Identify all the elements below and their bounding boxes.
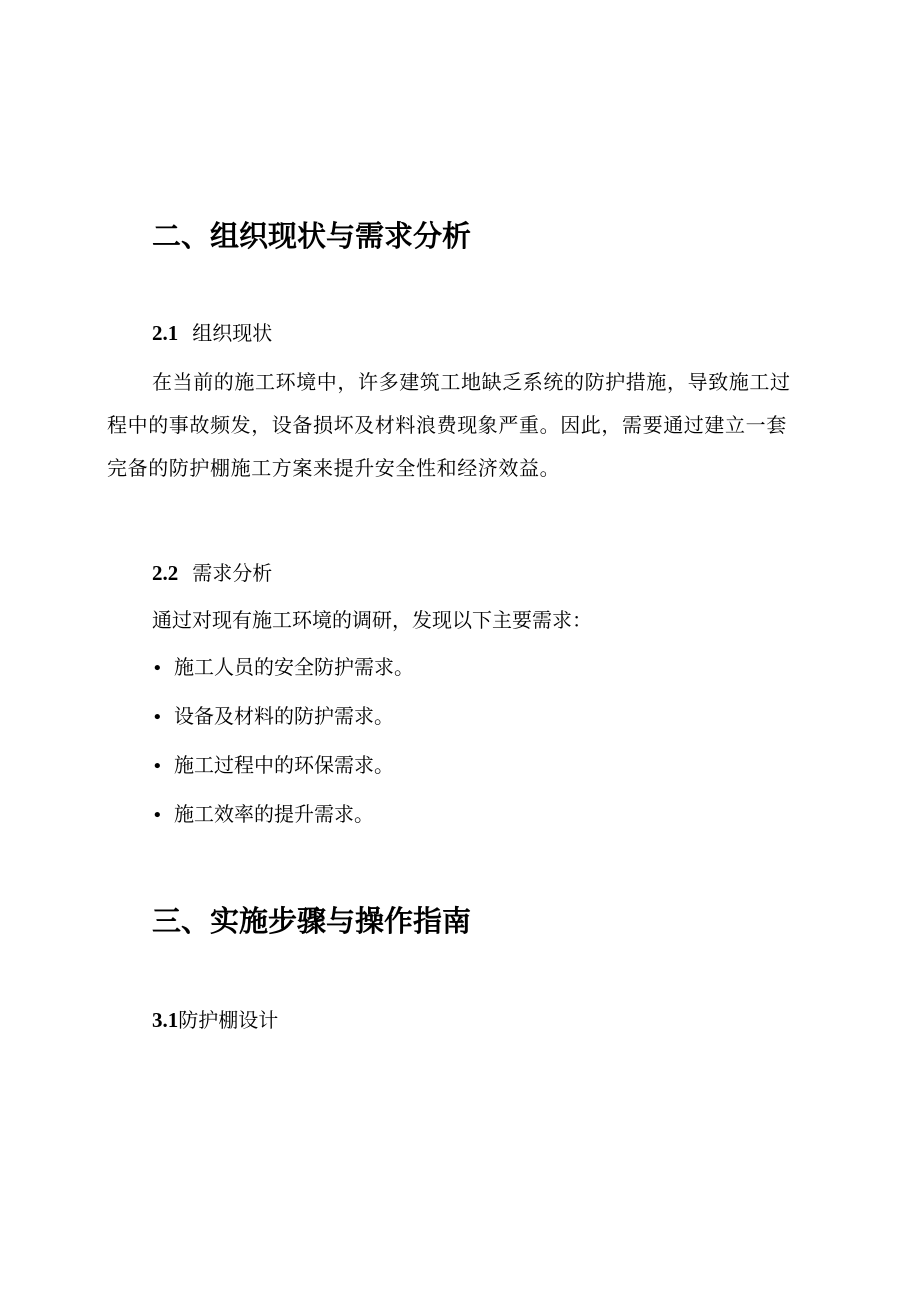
bullet-icon: • [152,805,163,826]
list-item-text: 施工人员的安全防护需求。 [174,655,414,679]
subsection-2-1-number: 2.1 [152,321,179,345]
bullet-icon: • [152,756,163,777]
list-item [152,701,414,750]
subsection-2-2-heading [152,558,272,588]
paragraph-line: 程中的事故频发，设备损坏及材料浪费现象严重。因此，需要通过建立一套 [107,413,787,437]
list-item [152,799,414,848]
section-2-heading: 二、组织现状与需求分析 [152,219,472,253]
requirements-intro: 通过对现有施工环境的调研，发现以下主要需求： [152,608,592,632]
subsection-2-1-title: 组织现状 [192,321,273,345]
paragraph-line: 在当前的施工环境中，许多建筑工地缺乏系统的防护措施，导致施工过 [152,370,791,394]
bullet-icon: • [152,658,163,679]
subsection-2-1-heading [152,318,272,348]
list-item-text: 施工效率的提升需求。 [174,802,374,826]
subsection-3-1-heading [152,1005,278,1035]
subsection-2-2-title: 需求分析 [192,561,273,585]
list-item-text: 施工过程中的环保需求。 [174,753,394,777]
subsection-2-1-paragraph [107,361,823,490]
list-item-text: 设备及材料的防护需求。 [174,704,394,728]
list-item [152,652,414,701]
requirements-list [152,652,414,848]
bullet-icon: • [152,707,163,728]
list-item [152,750,414,799]
paragraph-line: 完备的防护棚施工方案来提升安全性和经济效益。 [107,456,561,480]
subsection-3-1-title: 防护棚设计 [178,1008,279,1032]
subsection-3-1-number: 3.1 [152,1008,179,1032]
subsection-2-2-number: 2.2 [152,561,179,585]
section-3-heading: 三、实施步骤与操作指南 [152,904,472,938]
